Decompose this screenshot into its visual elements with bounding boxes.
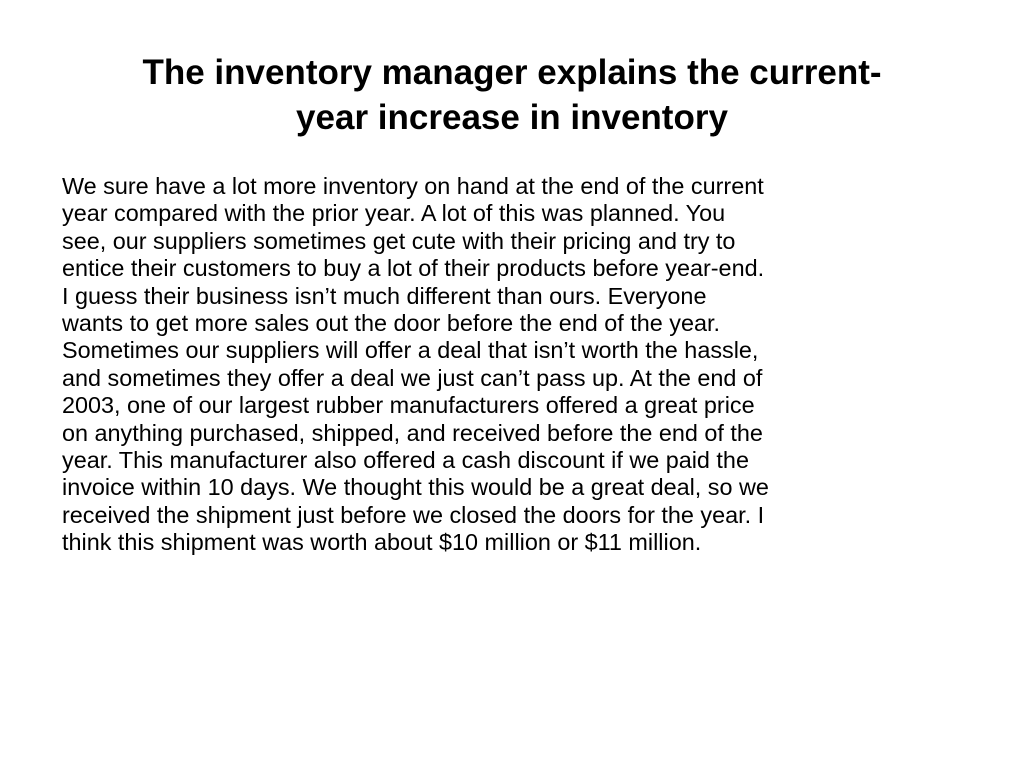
body-line: We sure have a lot more inventory on hand at the end of the current (62, 173, 764, 199)
body-line: and sometimes they offer a deal we just can’t pass up. At the end of (62, 364, 763, 391)
body-line: entice their customers to buy a lot of their products before year-end. (62, 255, 765, 282)
body-line: wants to get more sales out the door before the end of the year. (62, 310, 720, 337)
body-line: received the shipment just before we closed the doors for the year. I (62, 501, 765, 528)
slide-title-line: The inventory manager explains the current- (142, 53, 882, 92)
body-line: Sometimes our suppliers will offer a deal that isn’t worth the hassle, (62, 337, 759, 364)
slide-title (60, 50, 964, 140)
body-line: year compared with the prior year. A lot of this was planned. You (62, 200, 726, 227)
slide-body-paragraph (62, 173, 1006, 557)
body-line: I guess their business isn’t much different than ours. Everyone (62, 282, 707, 309)
body-line: year. This manufacturer also offered a cash discount if we paid the (62, 447, 749, 474)
body-line: 2003, one of our largest rubber manufacturers offered a great price (62, 392, 755, 419)
body-line: on anything purchased, shipped, and received before the end of the (62, 419, 763, 446)
body-line: see, our suppliers sometimes get cute with their pricing and try to (62, 227, 736, 254)
slide-title-line: year increase in inventory (296, 98, 728, 137)
body-line: invoice within 10 days. We thought this would be a great deal, so we (62, 474, 769, 501)
body-line: think this shipment was worth about $10 million or $11 million. (62, 529, 702, 556)
